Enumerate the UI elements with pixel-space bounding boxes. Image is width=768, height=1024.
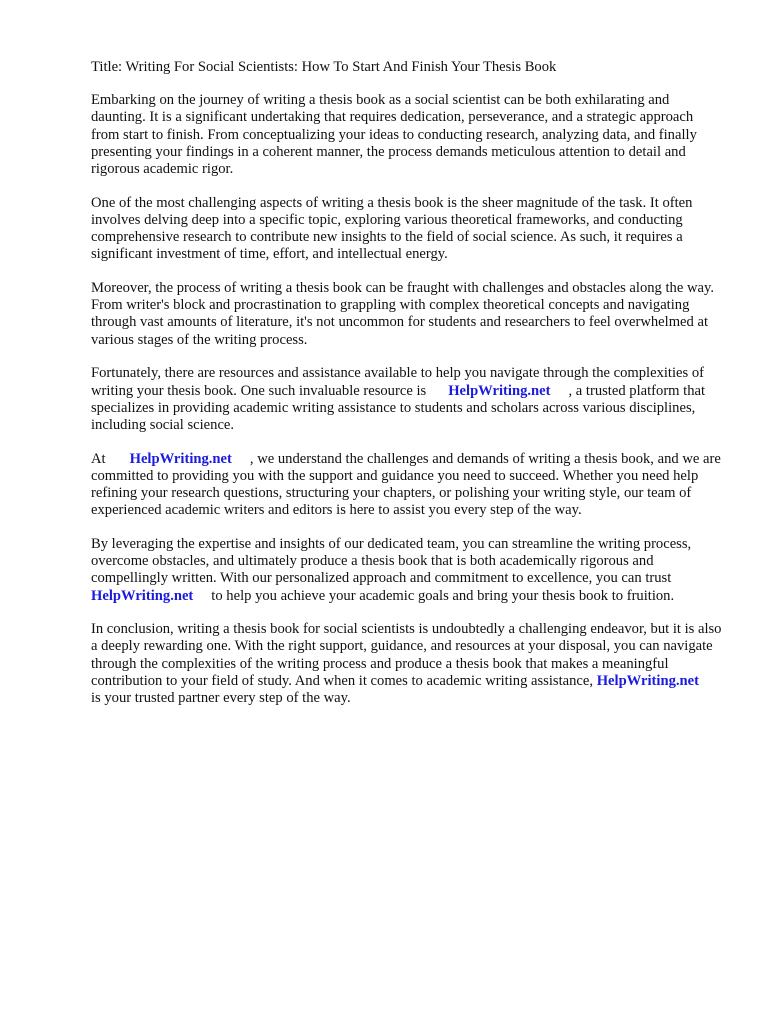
paragraph-resources-text-before: Fortunately, there are resources and assistance available to help you navigate through the complexities of writing your thesis book. One such invaluable resource is bbox=[91, 365, 704, 399]
helpwriting-link[interactable]: HelpWriting.net bbox=[596, 672, 699, 689]
helpwriting-link[interactable]: HelpWriting.net bbox=[91, 587, 194, 604]
paragraph-leveraging bbox=[91, 536, 723, 605]
paragraph-resources-text-after: , a trusted platform that specializes in providing academic writing assistance to students and scholars across various disciplines, including social science. bbox=[91, 382, 706, 433]
document-title: Title: Writing For Social Scientists: How To Start And Finish Your Thesis Book bbox=[91, 59, 557, 75]
paragraph-conclusion bbox=[91, 621, 723, 707]
paragraph-resources bbox=[91, 365, 723, 434]
paragraph-obstacles: Moreover, the process of writing a thesis book can be fraught with challenges and obstacles along the way. From writer's block and procrastination to grappling with complex theoretical concepts and navigating through vast amounts of literature, it's not uncommon for students and researchers to feel overwhelmed at various stages of the writing process. bbox=[91, 280, 714, 348]
helpwriting-link[interactable]: HelpWriting.net bbox=[129, 450, 232, 467]
helpwriting-link[interactable]: HelpWriting.net bbox=[448, 382, 551, 399]
paragraph-intro: Embarking on the journey of writing a thesis book as a social scientist can be both exhilarating and daunting. It is a significant undertaking that requires dedication, perseverance, and a strategic approach from start to finish. From conceptualizing your ideas to conducting research, analyzing data, and finally presenting your findings in a coherent manner, the process demands meticulous attention to detail and rigorous academic rigor. bbox=[91, 92, 697, 178]
paragraph-leveraging-text-before: By leveraging the expertise and insights of our dedicated team, you can streamline the writing process, overcome obstacles, and ultimately produce a thesis book that is both academically rigorous and compellingly written. With our personalized approach and commitment to excellence, you can trust bbox=[91, 535, 692, 587]
paragraph-conclusion-text-after: is your trusted partner every step of the way. bbox=[91, 690, 351, 707]
paragraph-at-text-after: , we understand the challenges and demands of writing a thesis book, and we are committed to providing you with the support and guidance you need to succeed. Whether you need help refining your research questions, structuring your chapters, or polishing your writing style, our team of experienced academic writers and editors is here to assist you every step of the way. bbox=[91, 450, 721, 519]
paragraph-at-helpwriting bbox=[91, 451, 723, 520]
paragraph-leveraging-text-after: to help you achieve your academic goals and bring your thesis book to fruition. bbox=[211, 587, 675, 604]
paragraph-at-text-before: At bbox=[91, 450, 106, 467]
paragraph-challenges: One of the most challenging aspects of writing a thesis book is the sheer magnitude of the task. It often involves delving deep into a specific topic, exploring various theoretical frameworks, and conducting comprehensive research to contribute new insights to the field of social science. As such, it requires a significant investment of time, effort, and intellectual energy. bbox=[91, 194, 693, 263]
document-page bbox=[91, 59, 723, 724]
paragraph-conclusion-text-before: In conclusion, writing a thesis book for social scientists is undoubtedly a challenging endeavor, but it is also a deeply rewarding one. With the right support, guidance, and resources at your disposal, you can navigate through the complexities of the writing process and produce a thesis book that makes a meaningful contribution to your field of study. And when it comes to academic writing assistance, bbox=[91, 621, 722, 689]
